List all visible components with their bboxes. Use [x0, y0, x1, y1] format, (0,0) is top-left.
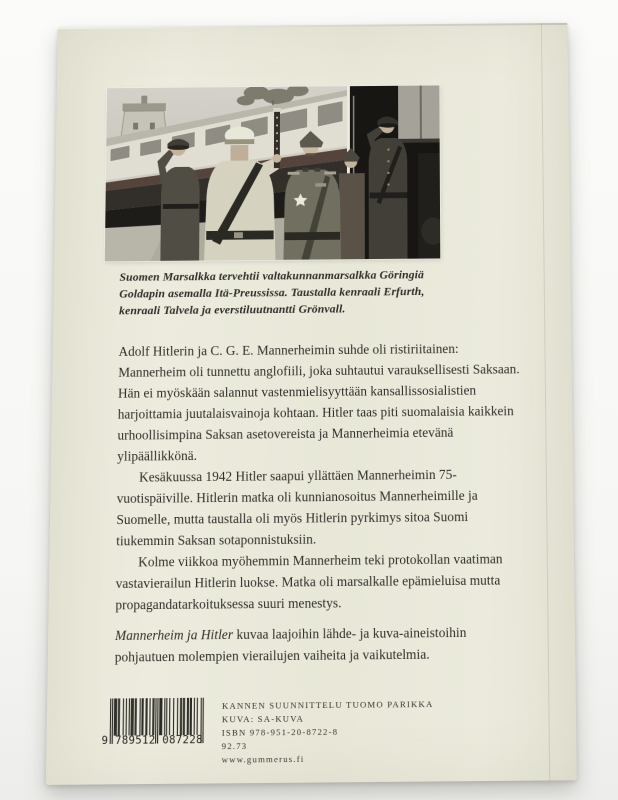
barcode-digits: 9 789512 087228 — [101, 733, 203, 748]
colophon-line-classification: 92.73 — [221, 740, 248, 752]
colophon-line-isbn: ISBN 978-951-20-8722-8 — [221, 726, 339, 738]
closing-paragraph — [115, 621, 525, 668]
photo-caption: Suomen Marsalkka tervehtii valtakunnanmarsalkka Göringiä Goldapin asemalla Itä-Preussissa. Taustalla kenraali Erfurth, kenraali Talvela ja everstiluutnantti Grönvall. — [118, 267, 425, 318]
cover-photo — [105, 85, 440, 261]
barcode — [101, 698, 210, 759]
colophon-line-design: KANNEN SUUNNITTELU TUOMO PARIKKA — [221, 698, 434, 711]
cover-photo-illustration — [105, 85, 440, 261]
colophon-line-website: www.gummerus.fi — [221, 753, 305, 765]
paragraph-3: Kolme viikkoa myöhemmin Mannerheim teki protokollan vaatiman vastavierailun Hitlerin luokse. Matka oli marsalkalle epämieluisa mutta propagandatarkoituksessa suuri menestys. — [115, 551, 503, 613]
partial-figure-right — [418, 153, 440, 259]
closing-text: kuvaa laajoihin lähde- ja kuva-aineistoihin pohjautuen molempien vierailujen vaiheita ja vaikutelmia. — [114, 624, 467, 665]
colophon-line-photo-credit: KUVA: SA-KUVA — [221, 713, 305, 725]
body-text — [115, 338, 525, 668]
paragraph-2: Kesäkuussa 1942 Hitler saapui yllättäen Mannerheimin 75-vuotispäiville. Hitlerin matka oli kunnianosoitus Mannerheimille ja Suomelle, mutta taustalla oli myös Hitlerin pyrkimys sitoa Suomi tiukemmin Saksan sotaponnistuksiin. — [116, 466, 478, 549]
book-back-cover — [46, 23, 577, 785]
book-title-italic: Mannerheim ja Hitler — [114, 626, 234, 644]
colophon — [222, 698, 434, 767]
paragraph-1: Adolf Hitlerin ja C. G. E. Mannerheimin suhde oli ristiriitainen: Mannerheim oli tunnettu anglofiili, joka suhtautui varauksellisesti Saksaan. Hän ei myöskään salannut vastenmielisyyttään kansallissosialistien harjoittamia juutalaisvainoja kohtaan. Hitler taas piti suomalaisia kaikkein urhoollisimpina Saksan asetovereista ja Mannerheimia etevänä ylipäällikkönä. — [117, 341, 520, 464]
